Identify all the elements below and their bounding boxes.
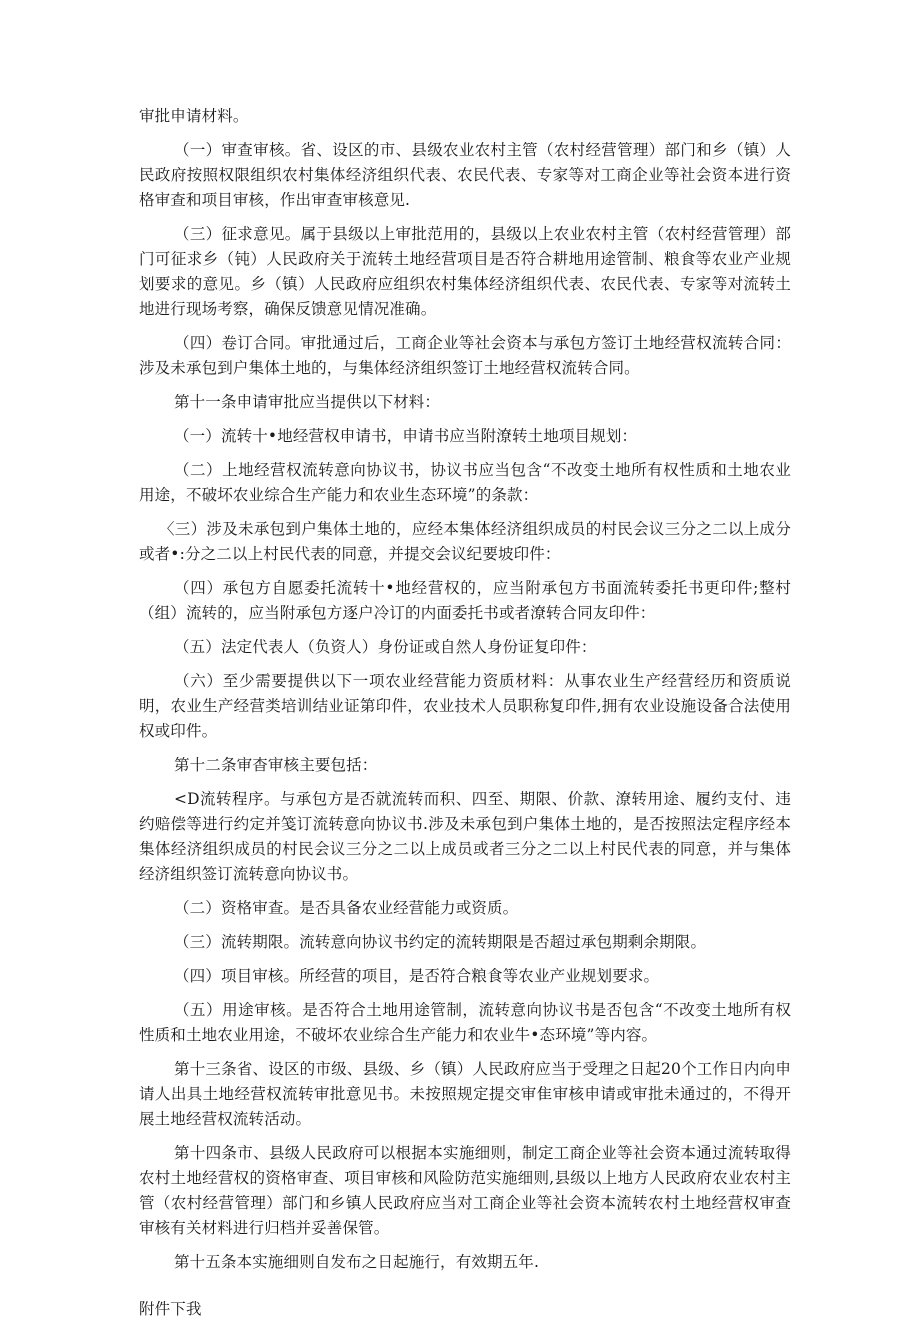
article-12-item-1: <D流转程序。与承包方是否就流转而积、四至、期限、价款、潦转用途、履约支付、违约赔偿等进行约定并笺订流转意向协议书.涉及未承包到户集体土地的，是否按照法定程序经本集体经济组织成员的村民会议三分之二以上成员或者三分之二以上村民代表的同意，并与集体经济组织签订流转意向协议书。 — [139, 790, 791, 883]
article-11-heading: 第十一条申请审批应当提供以下材料： — [174, 393, 441, 411]
article-11-item-4: （四）承包方自愿委托流转十•地经营权的，应当附承包方书面流转委托书更印件;整村（组）流转的，应当附承包方逐户冷订的内面委托书或者潦转合同友印件： — [139, 579, 791, 622]
paragraph-consultation: （三）征求意见。属于县级以上审批范用的，县级以上农业农村主管（农村经营管理）部门可征求乡（钝）人民政府关于流转土地经营项目是否符合耕地用途管制、粮食等农业产业规划要求的意见。乡（镇）人民政府应组织农村集体经济组织代表、农民代表、专家等对流转土地进行现场考察，确保反馈意见情况准确。 — [139, 225, 791, 318]
article-11-item-6: （六）至少需要提供以下一项农业经营能力资质材料：从事农业生产经营经历和资质说明，农业生产经营类培训结业证第印件，农业技术人员职称复印件,拥有农业设施设备合法使用权或印件。 — [139, 672, 791, 740]
article-12-item-4: （四）项目审核。所经营的项目，是否符合粮食等农业产业规划要求。 — [174, 967, 660, 985]
paragraph-contract: （四）卷订合同。审批通过后，工商企业等社会资本与承包方签订土地经营权流转合同：涉及未承包到户集体土地的，与集体经济组织签订土地经营权流转合同。 — [139, 334, 791, 377]
article-14: 第十四条市、县级人民政府可以根据本实施细则，制定工商企业等社会资本通过流转取得农村土地经营权的资格审查、项目审核和风险防范实施细则,县级以上地方人民政府农业农村主管（农村经营管理）部门和乡镇人民政府应当对工商企业等社会资本流转农村土地经营权审查审核有关材料进行归档并妥善保管。 — [139, 1144, 791, 1237]
article-11-item-3: 〈三）涉及未承包到户集体土地的，应经本集体经济组织成员的村民会议三分之二以上成分或者•:分之二以上村民代表的同意，并提交会议纪要坡印件： — [139, 520, 791, 563]
attachment-label: 附件下我 — [139, 1300, 202, 1318]
article-12-item-2: （二）资格审查。是否具备农业经营能力或资质。 — [174, 899, 519, 917]
article-11-item-5: （五）法定代表人（负资人）身份证或自然人身份证复印件： — [174, 638, 597, 656]
article-12-item-5: （五）用途审核。是否符合土地用途管制，流转意向协议书是否包含“不改变土地所有权性质和土地农业用途，不破坏农业综合生产能力和农业牛•态环境”等内容。 — [139, 1001, 791, 1044]
article-11-item-2: （二）上地经营权流转意向协议书，协议书应当包含“不改变土地所有权性质和土地农业用途，不破坏农业综合生产能力和农业生态环境”的条款： — [139, 461, 791, 504]
article-12-item-3: （三）流转期限。流转意向协议书约定的流转期限是否超过承包期剩余期限。 — [174, 933, 707, 951]
article-13: 第十三条省、设区的市级、县级、乡（镇）人民政府应当于受理之日起20个工作日内向申请人出具土地经营权流转审批意见书。未按照规定提交审隹审核申请或审批未通过的，不得开展土地经营权流转活动。 — [139, 1060, 791, 1128]
article-15: 第十五条本实施细则自发布之日起施行，有效期五年. — [174, 1253, 540, 1271]
article-11-item-1: （一）流转十•地经营权申请书，申请书应当附潦转土地项目规划： — [174, 427, 638, 445]
paragraph-review: （一）审查审核。省、设区的市、县级农业农村主管（农村经营管理）部门和乡（镇）人民政府按照权限组织农村集体经济组织代表、农民代表、专家等对工商企业等社会资本进行资格审查和项目审核，作出审查审核意见. — [139, 141, 791, 209]
line-continuation: 审批申请材料。 — [139, 107, 249, 125]
document-page — [139, 104, 791, 1322]
article-12-heading: 第十二条审杳审核主要包括： — [174, 756, 378, 774]
